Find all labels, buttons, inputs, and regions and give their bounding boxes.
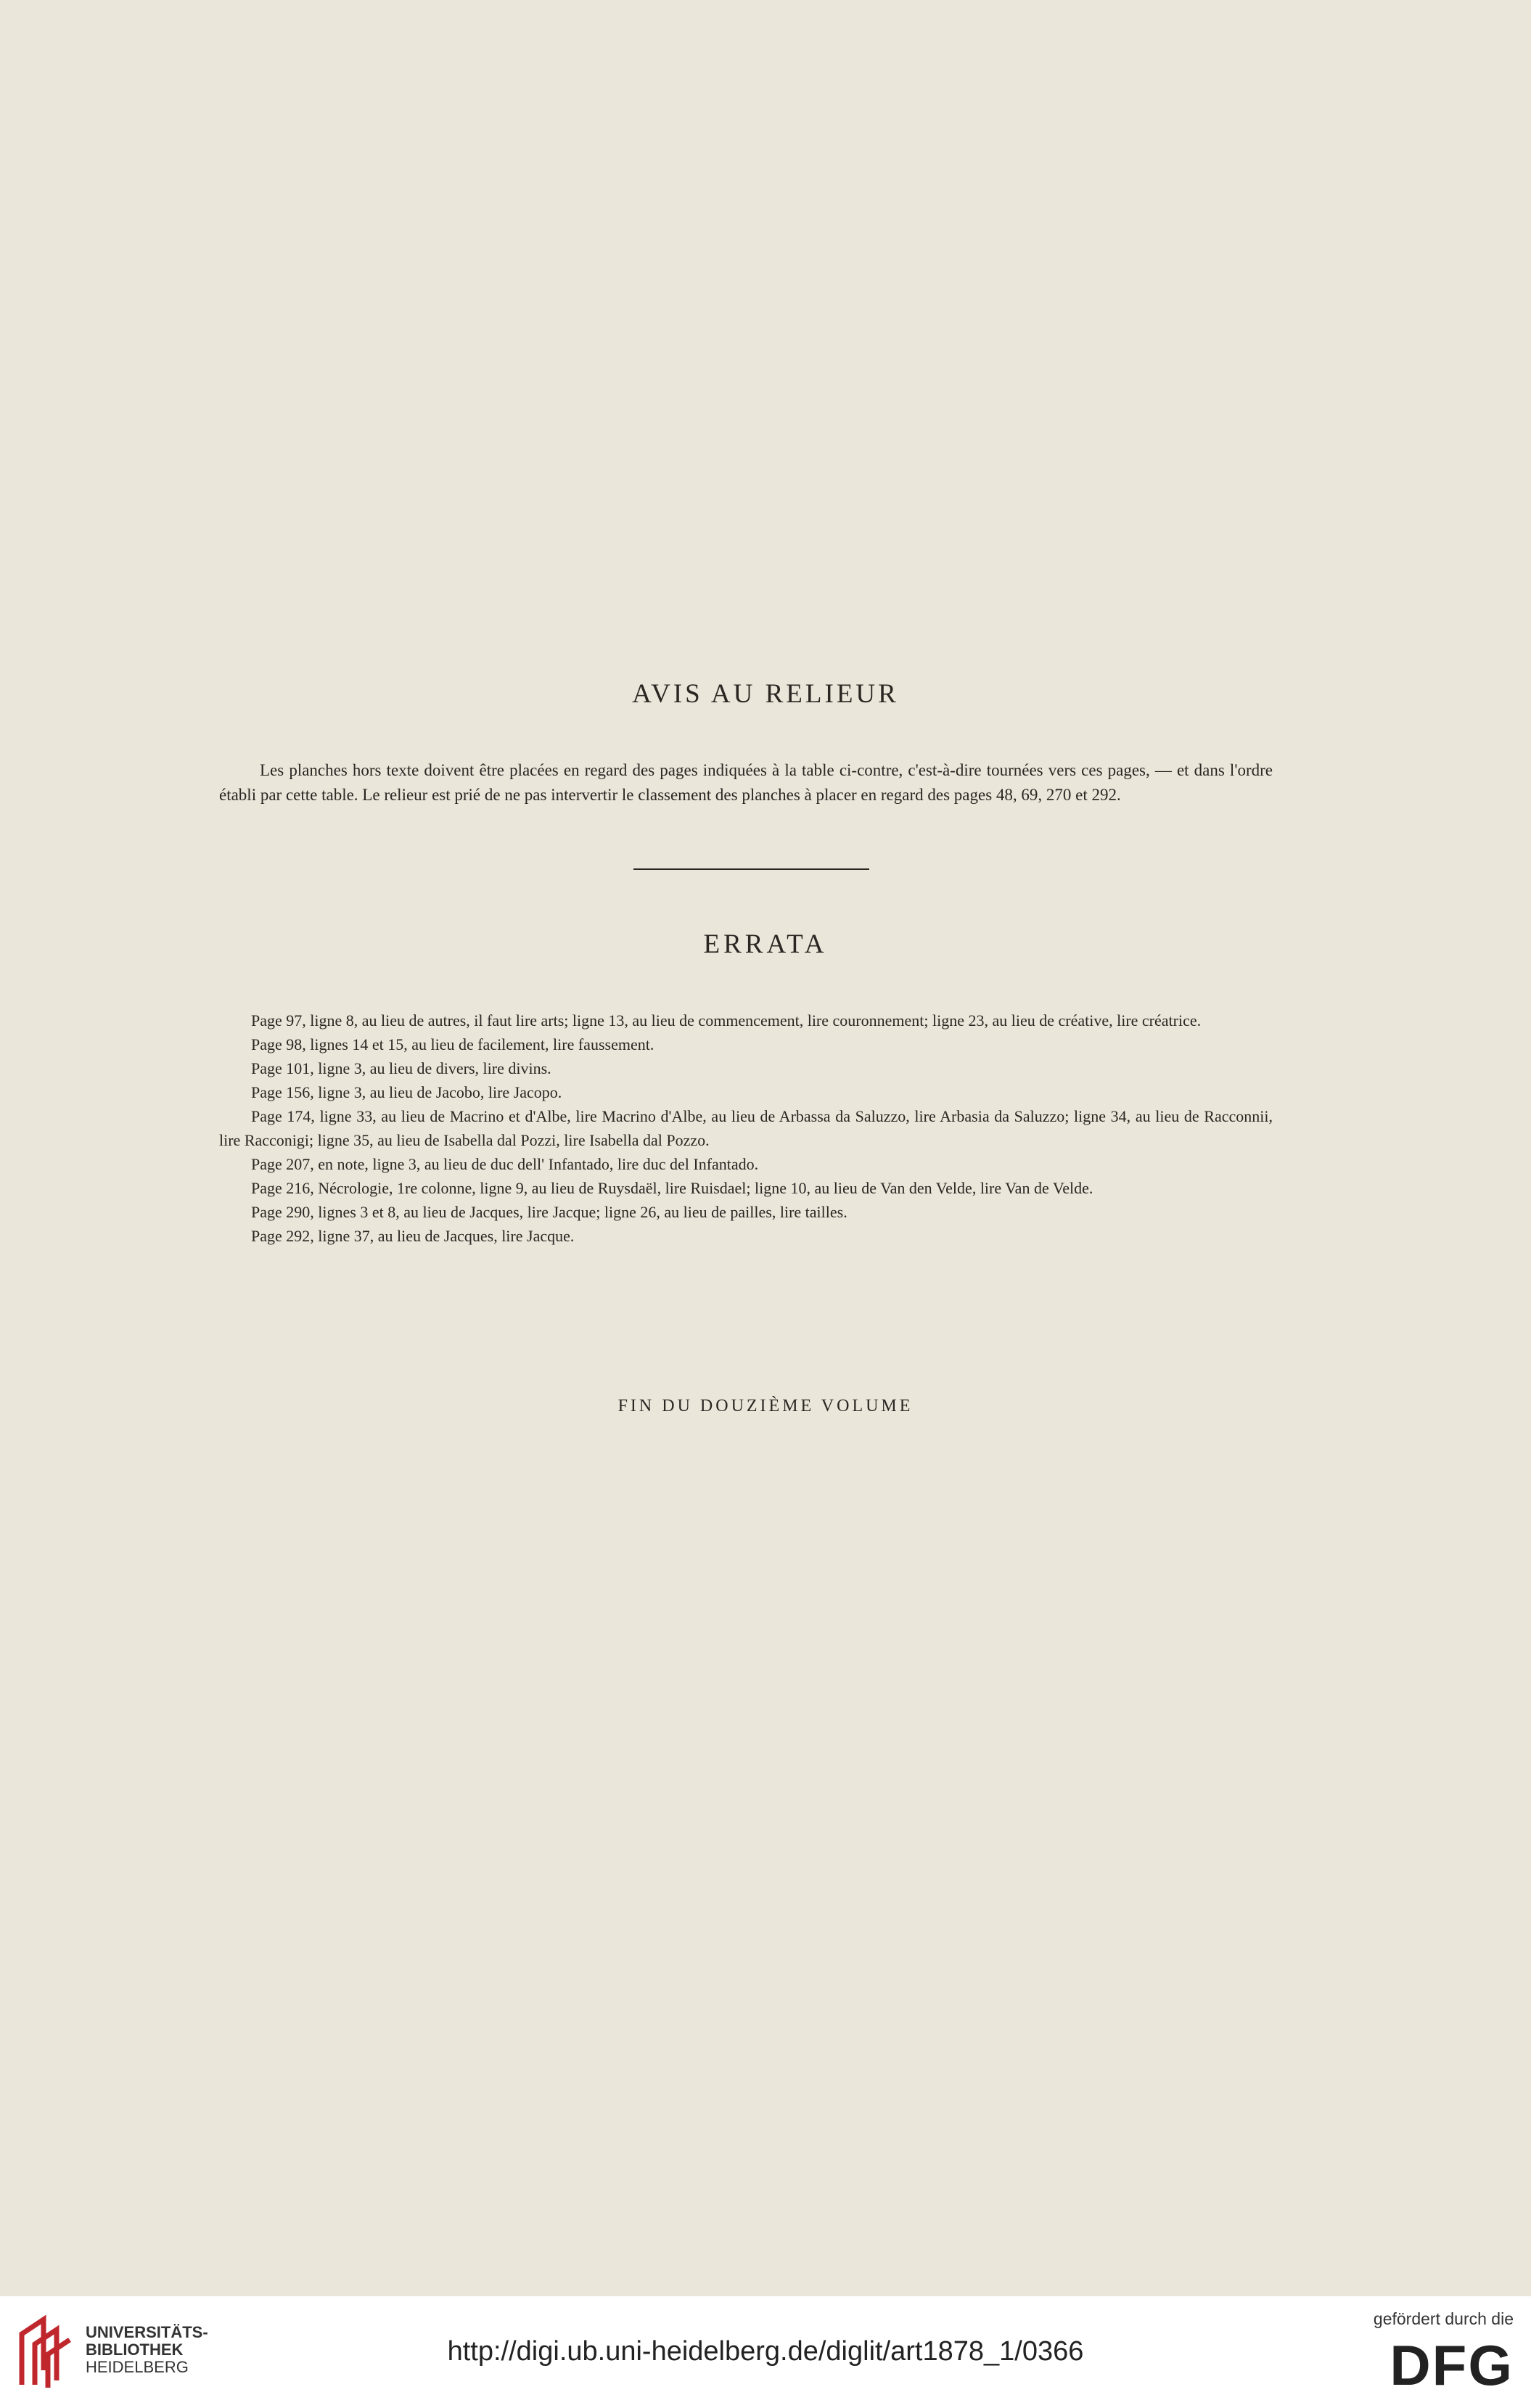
section-divider: [633, 868, 869, 870]
errata-entry: Page 290, lignes 3 et 8, au lieu de Jacques, lire Jacque; ligne 26, au lieu de pailles, lire tailles.: [251, 1203, 847, 1221]
library-name-line: HEIDELBERG: [86, 2358, 189, 2376]
errata-entry: Page 174, ligne 33, au lieu de Macrino et d'Albe, lire Macrino d'Albe, au lieu de Arbassa da Saluzzo, lire Arbasia da Saluzzo; ligne 34, au lieu de Racconnii, lire Racconigi; ligne 35, au lieu de Isabella dal Pozzi, lire Isabella dal Pozzo.: [219, 1107, 1273, 1149]
avis-title: AVIS AU RELIEUR: [632, 679, 899, 709]
library-name-line: UNIVERSITÄTS-: [86, 2323, 208, 2341]
errata-title: ERRATA: [703, 929, 828, 959]
viewer-footer: [0, 2296, 1531, 2408]
errata-entry: Page 97, ligne 8, au lieu de autres, il faut lire arts; ligne 13, au lieu de commencement, lire couronnement; ligne 23, au lieu de créative, lire créatrice.: [251, 1011, 1202, 1030]
errata-entry: Page 98, lignes 14 et 15, au lieu de facilement, lire faussement.: [251, 1035, 654, 1053]
errata-entry: Page 292, ligne 37, au lieu de Jacques, lire Jacque.: [251, 1227, 575, 1245]
end-of-volume-note: FIN DU DOUZIÈME VOLUME: [617, 1397, 914, 1415]
errata-entry: Page 156, ligne 3, au lieu de Jacobo, lire Jacopo.: [251, 1083, 562, 1101]
errata-list: [219, 1008, 1273, 1248]
avis-paragraph: Les planches hors texte doivent être placées en regard des pages indiquées à la table ci-contre, c'est-à-dire tournées vers ces pages, — et dans l'ordre établi par cette table. Le relieur est prié de ne pas intervertir le classement des planches à placer en regard des pages 48, 69, 270 et 292.: [219, 761, 1273, 804]
dfg-logo: DFG: [1390, 2333, 1514, 2397]
permalink-url[interactable]: http://digi.ub.uni-heidelberg.de/diglit/art1878_1/0366: [447, 2336, 1084, 2367]
errata-entry: Page 207, en note, ligne 3, au lieu de duc dell' Infantado, lire duc del Infantado.: [251, 1155, 759, 1173]
errata-entry: Page 101, ligne 3, au lieu de divers, lire divins.: [251, 1059, 551, 1077]
errata-entry: Page 216, Nécrologie, 1re colonne, ligne 9, au lieu de Ruysdaël, lire Ruisdael; ligne 10, au lieu de Van den Velde, lire Van de Velde.: [251, 1179, 1093, 1197]
library-name-line: BIBLIOTHEK: [86, 2341, 184, 2359]
funding-caption: gefördert durch die: [1373, 2309, 1514, 2328]
